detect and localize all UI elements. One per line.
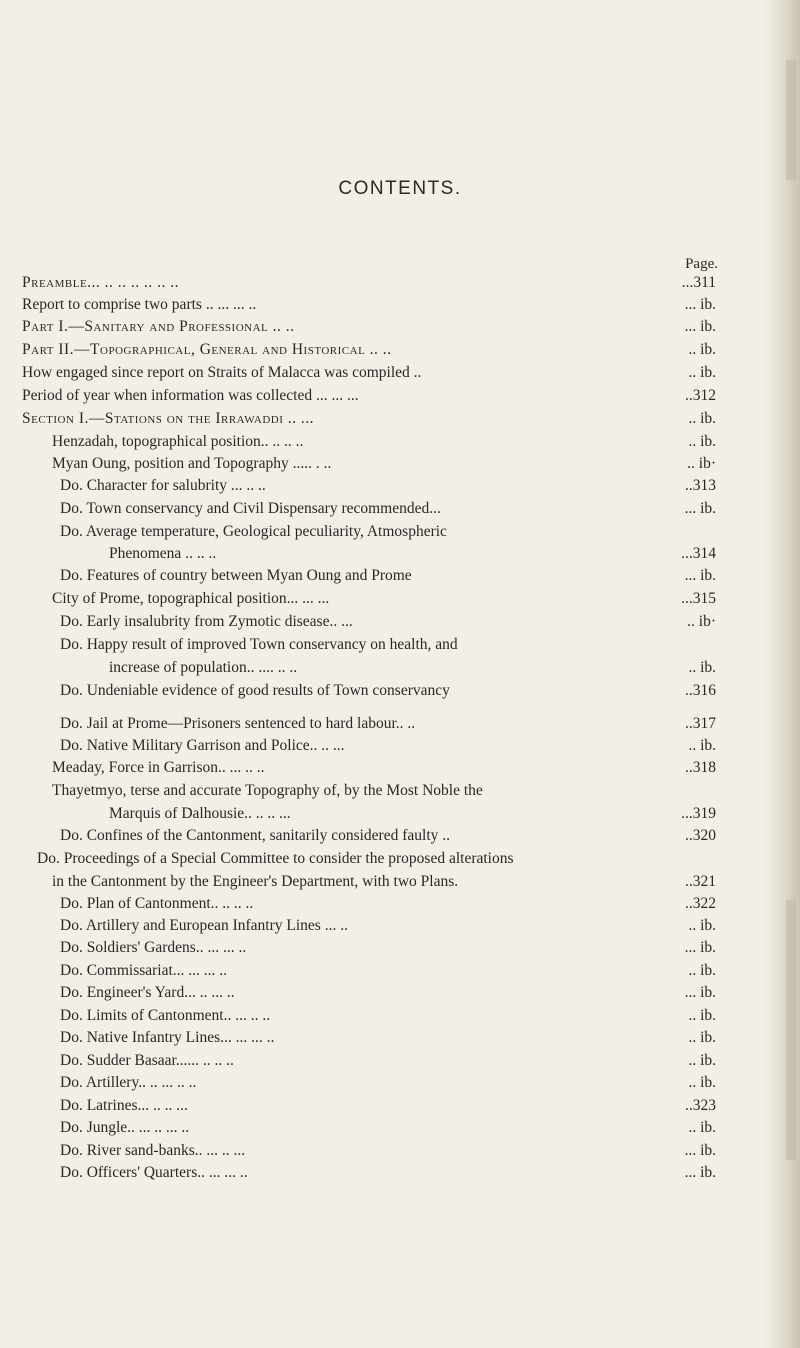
- toc-entry-page: ..318: [685, 759, 716, 776]
- toc-entry: [0, 657, 800, 679]
- toc-entry-title: Part II.—Topographical, General and Historical .. ..: [22, 341, 392, 358]
- toc-entry-title: How engaged since report on Straits of Malacca was compiled ..: [22, 364, 422, 381]
- toc-entry-page: ... ib.: [684, 296, 716, 313]
- toc-entry-page: ... ib.: [684, 984, 716, 1001]
- page-column-label: Page.: [685, 256, 718, 272]
- toc-entry: [0, 588, 800, 610]
- toc-entry-page: .. ib.: [688, 1029, 716, 1046]
- toc-entry: [0, 848, 800, 870]
- toc-entry-title: Henzadah, topographical position.. .. .. ..: [52, 433, 304, 450]
- toc-entry-title: Myan Oung, position and Topography ..... . ..: [52, 455, 332, 472]
- toc-entry-page: ..316: [685, 682, 716, 699]
- toc-entry: [0, 565, 800, 587]
- toc-entry-page: .. ib.: [688, 1074, 716, 1091]
- toc-entry: [0, 362, 800, 384]
- toc-entry-title: Do. Soldiers' Gardens.. ... ... ..: [60, 939, 247, 956]
- toc-entry: [0, 543, 800, 565]
- toc-entry-page: .. ib.: [688, 1052, 716, 1069]
- toc-entry-page: ..323: [685, 1097, 716, 1114]
- toc-entry-title: Do. Engineer's Yard... .. ... ..: [60, 984, 235, 1001]
- toc-entry-title: Do. Early insalubrity from Zymotic disease.. ...: [60, 613, 353, 630]
- toc-entry-title: Thayetmyo, terse and accurate Topography of, by the Most Noble the: [52, 782, 483, 799]
- toc-entry-page: ...319: [681, 805, 716, 822]
- toc-entry-page: ... ib.: [684, 939, 716, 956]
- toc-entry-title: Do. Jungle.. ... .. ... ..: [60, 1119, 190, 1136]
- toc-entry-title: Do. Artillery.. .. ... .. ..: [60, 1074, 197, 1091]
- toc-entry: [0, 757, 800, 779]
- toc-entry: [0, 915, 800, 937]
- toc-entry-title: Do. Town conservancy and Civil Dispensary recommended...: [60, 500, 441, 517]
- toc-entry: [0, 1095, 800, 1117]
- toc-entry-page: .. ib.: [688, 917, 716, 934]
- toc-entry-page: ... ib.: [684, 567, 716, 584]
- toc-entry-title: Do. Undeniable evidence of good results of Town conservancy: [60, 682, 450, 699]
- toc-entry-page: ..320: [685, 827, 716, 844]
- page-heading: CONTENTS.: [338, 178, 462, 199]
- toc-entry-title: Do. Plan of Cantonment.. .. .. ..: [60, 895, 254, 912]
- toc-entry-title: Do. Character for salubrity ... .. ..: [60, 477, 266, 494]
- toc-entry: [0, 385, 800, 407]
- toc-entry: [0, 1027, 800, 1049]
- toc-entry: [0, 408, 800, 430]
- toc-entry-page: .. ib.: [688, 659, 716, 676]
- toc-entry-title: Do. Jail at Prome—Prisoners sentenced to hard labour.. ..: [60, 715, 416, 732]
- toc-entry-title: Part I.—Sanitary and Professional .. ..: [22, 318, 295, 335]
- toc-entry-page: .. ib·: [687, 455, 716, 472]
- toc-entry: [0, 1140, 800, 1162]
- toc-entry: [0, 634, 800, 656]
- toc-entry: [0, 960, 800, 982]
- toc-entry-title: Do. Average temperature, Geological peculiarity, Atmospheric: [60, 523, 447, 540]
- toc-entry-page: ..317: [685, 715, 716, 732]
- toc-entry-title: Do. Sudder Basaar...... .. .. ..: [60, 1052, 234, 1069]
- toc-entry-page: ..313: [685, 477, 716, 494]
- toc-entry: [0, 937, 800, 959]
- toc-entry-title: Do. River sand-banks.. ... .. ...: [60, 1142, 246, 1159]
- toc-entry: [0, 1050, 800, 1072]
- toc-entry-page: ...314: [681, 545, 716, 562]
- toc-entry: [0, 825, 800, 847]
- toc-entry: [0, 453, 800, 475]
- toc-entry-title: Do. Officers' Quarters.. ... ... ..: [60, 1164, 248, 1181]
- toc-entry: [0, 780, 800, 802]
- toc-entry-title: Preamble... .. .. .. .. .. ..: [22, 274, 180, 291]
- toc-entry: [0, 713, 800, 735]
- toc-entry: [0, 316, 800, 338]
- toc-entry-page: .. ib.: [688, 962, 716, 979]
- toc-entry-title: Do. Limits of Cantonment.. ... .. ..: [60, 1007, 271, 1024]
- toc-entry-title: Do. Features of country between Myan Oung and Prome: [60, 567, 412, 584]
- toc-entry-title: Do. Proceedings of a Special Committee to consider the proposed alterations: [37, 850, 514, 867]
- toc-entry: [0, 1162, 800, 1184]
- toc-entry-page: ..321: [685, 873, 716, 890]
- toc-entry: [0, 1005, 800, 1027]
- toc-entry-page: ..322: [685, 895, 716, 912]
- toc-entry-title: Marquis of Dalhousie.. .. .. ...: [109, 805, 291, 822]
- toc-entry-title: Do. Native Military Garrison and Police.. .. ...: [60, 737, 345, 754]
- toc-entry-page: .. ib.: [688, 364, 716, 381]
- toc-entry: [0, 431, 800, 453]
- toc-entry: [0, 611, 800, 633]
- toc-entry-title: Do. Happy result of improved Town conservancy on health, and: [60, 636, 458, 653]
- toc-entry-title: Do. Artillery and European Infantry Lines ... ..: [60, 917, 348, 934]
- toc-entry-page: ... ib.: [684, 318, 716, 335]
- toc-entry-title: in the Cantonment by the Engineer's Department, with two Plans.: [52, 873, 459, 890]
- toc-entry-page: .. ib.: [688, 1119, 716, 1136]
- toc-entry: [0, 498, 800, 520]
- toc-entry-page: .. ib.: [688, 410, 716, 427]
- toc-entry: [0, 339, 800, 361]
- toc-entry-page: .. ib·: [687, 613, 716, 630]
- toc-entry-title: Section I.—Stations on the Irrawaddi .. ...: [22, 410, 315, 427]
- toc-entry: [0, 871, 800, 893]
- toc-entry: [0, 893, 800, 915]
- toc-entry-page: ..312: [685, 387, 716, 404]
- toc-entry: [0, 982, 800, 1004]
- toc-entry-page: .. ib.: [688, 341, 716, 358]
- toc-entry-page: ...311: [681, 274, 716, 291]
- toc-entry-title: Do. Latrines... .. .. ...: [60, 1097, 188, 1114]
- toc-entry: [0, 735, 800, 757]
- toc-entry-page: .. ib.: [688, 1007, 716, 1024]
- toc-entry: [0, 803, 800, 825]
- toc-entry-title: Do. Native Infantry Lines... ... ... ..: [60, 1029, 275, 1046]
- toc-entry-page: ... ib.: [684, 1142, 716, 1159]
- toc-entry-title: Report to comprise two parts .. ... ... ..: [22, 296, 257, 313]
- toc-entry-title: Phenomena .. .. ..: [109, 545, 217, 562]
- toc-entry: [0, 475, 800, 497]
- toc-entry-page: .. ib.: [688, 433, 716, 450]
- toc-entry-title: Meaday, Force in Garrison.. ... .. ..: [52, 759, 265, 776]
- toc-entry-title: Do. Commissariat... ... ... ..: [60, 962, 228, 979]
- toc-entry-title: Do. Confines of the Cantonment, sanitarily considered faulty ..: [60, 827, 450, 844]
- toc-entry: [0, 521, 800, 543]
- toc-entry-title: increase of population.. .... .. ..: [109, 659, 298, 676]
- toc-entry: [0, 294, 800, 316]
- toc-entry-page: .. ib.: [688, 737, 716, 754]
- toc-entry-title: City of Prome, topographical position... ... ...: [52, 590, 330, 607]
- toc-entry-page: ... ib.: [684, 500, 716, 517]
- toc-entry-page: ... ib.: [684, 1164, 716, 1181]
- toc-entry: [0, 272, 800, 294]
- toc-entry: [0, 1072, 800, 1094]
- toc-entry-page: ...315: [681, 590, 716, 607]
- toc-entry-title: Period of year when information was collected ... ... ...: [22, 387, 359, 404]
- toc-entry: [0, 680, 800, 702]
- toc-entry: [0, 1117, 800, 1139]
